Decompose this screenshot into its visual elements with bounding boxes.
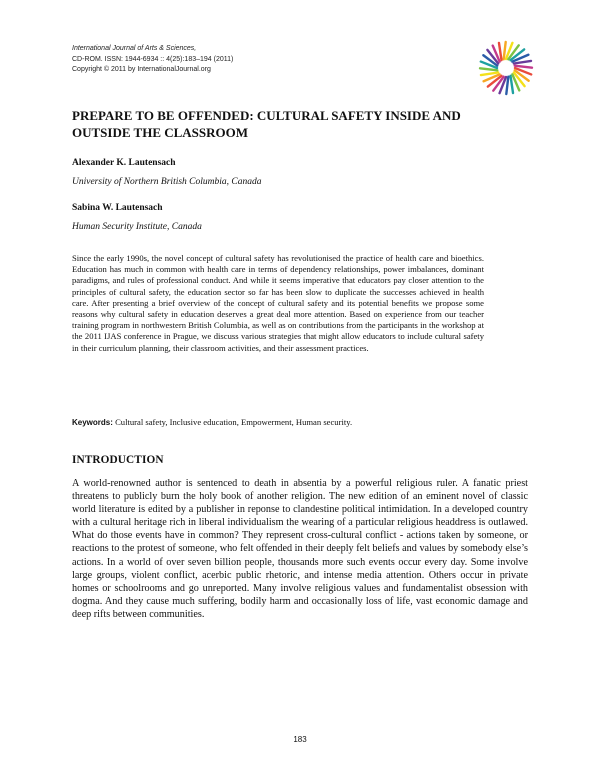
keywords-label: Keywords: bbox=[72, 418, 113, 427]
paper-title bbox=[72, 107, 512, 141]
logo-ray bbox=[514, 61, 531, 64]
logo-ray bbox=[511, 76, 514, 93]
keywords-text: Cultural safety, Inclusive education, Empowerment, Human security. bbox=[115, 417, 353, 427]
journal-issn: CD-ROM. ISSN: 1944-6934 :: 4(25):183–194 (2011) bbox=[72, 55, 234, 63]
abstract: Since the early 1990s, the novel concept of cultural safety has revolutionised the practice of health care and bioethics. Education has much in common with health care in terms of dependency relationships, power imbalances, dominant paradigms, and rules of professional conduct. And while it seems imperative that educators pay closer attention to the principles of cultural safety, the education sector so far has been slow to duplicate the successes achieved in health care. After presenting a brief overview of the concept of cultural safety and its potential benefits we propose some reasons why cultural safety in education deserves a great deal more attention. Based on experience from our teacher training program in northwestern British Columbia, as well as on contributions from the participants in the workshop at the 2011 IJAS conference in Prague, we discuss various strategies that might allow educators to include cultural safety in their curriculum planning, their classroom activities, and their assessment practices. bbox=[72, 253, 484, 353]
author-affiliation: University of Northern British Columbia, Canada bbox=[72, 177, 262, 187]
journal-name: International Journal of Arts & Sciences, bbox=[72, 45, 197, 52]
intro-paragraph: A world-renowned author is sentenced to death in absentia by a powerful religious ruler. A fanatic priest threatens to publicly burn the holy book of another religion. The new edition of an eminent novel of classic world literature is edited by a publisher in reponse to clandestine political intimidation. In a developed country with a cultural heritage rich in liberal individualism the wearing of a particular religious headdress is outlawed. What do those events have in common? They represent cross-cultural conflict - actions taken by someone, or reactions to the protest of someone, who felt offended in their deeply felt beliefs and values by somebody else’s actions. In a world of over seven billion people, thousands more such events occur every day. Some involve large groups, violent conflict, acerbic public rhetoric, and intense media attention. Others occur in private homes or schoolrooms and go unreported. Many involve religious values and fundamentalist obsession with dogma. And they cause much suffering, bodily harm and occasionally loss of life, vast economic damage and deep rifts between communities. bbox=[72, 478, 528, 620]
logo-ray bbox=[504, 42, 506, 59]
author-name: Alexander K. Lautensach bbox=[72, 158, 176, 168]
paper-title-line2: OUTSIDE THE CLASSROOM bbox=[72, 125, 249, 140]
paper-title-line1: PREPARE TO BE OFFENDED: CULTURAL SAFETY INSIDE AND bbox=[72, 108, 461, 123]
keywords bbox=[72, 417, 512, 427]
journal-logo-icon bbox=[478, 40, 534, 96]
logo-ray bbox=[506, 77, 508, 94]
logo-ray bbox=[480, 68, 497, 70]
author-name: Sabina W. Lautensach bbox=[72, 203, 163, 213]
section-heading: INTRODUCTION bbox=[72, 454, 164, 466]
journal-copyright: Copyright © 2011 by InternationalJournal.org bbox=[72, 66, 211, 73]
logo-ray bbox=[499, 43, 502, 60]
journal-info bbox=[72, 44, 392, 76]
logo-ray bbox=[515, 66, 532, 68]
logo-ray bbox=[481, 73, 498, 76]
author-affiliation: Human Security Institute, Canada bbox=[72, 222, 202, 232]
page-number: 183 bbox=[293, 735, 307, 744]
